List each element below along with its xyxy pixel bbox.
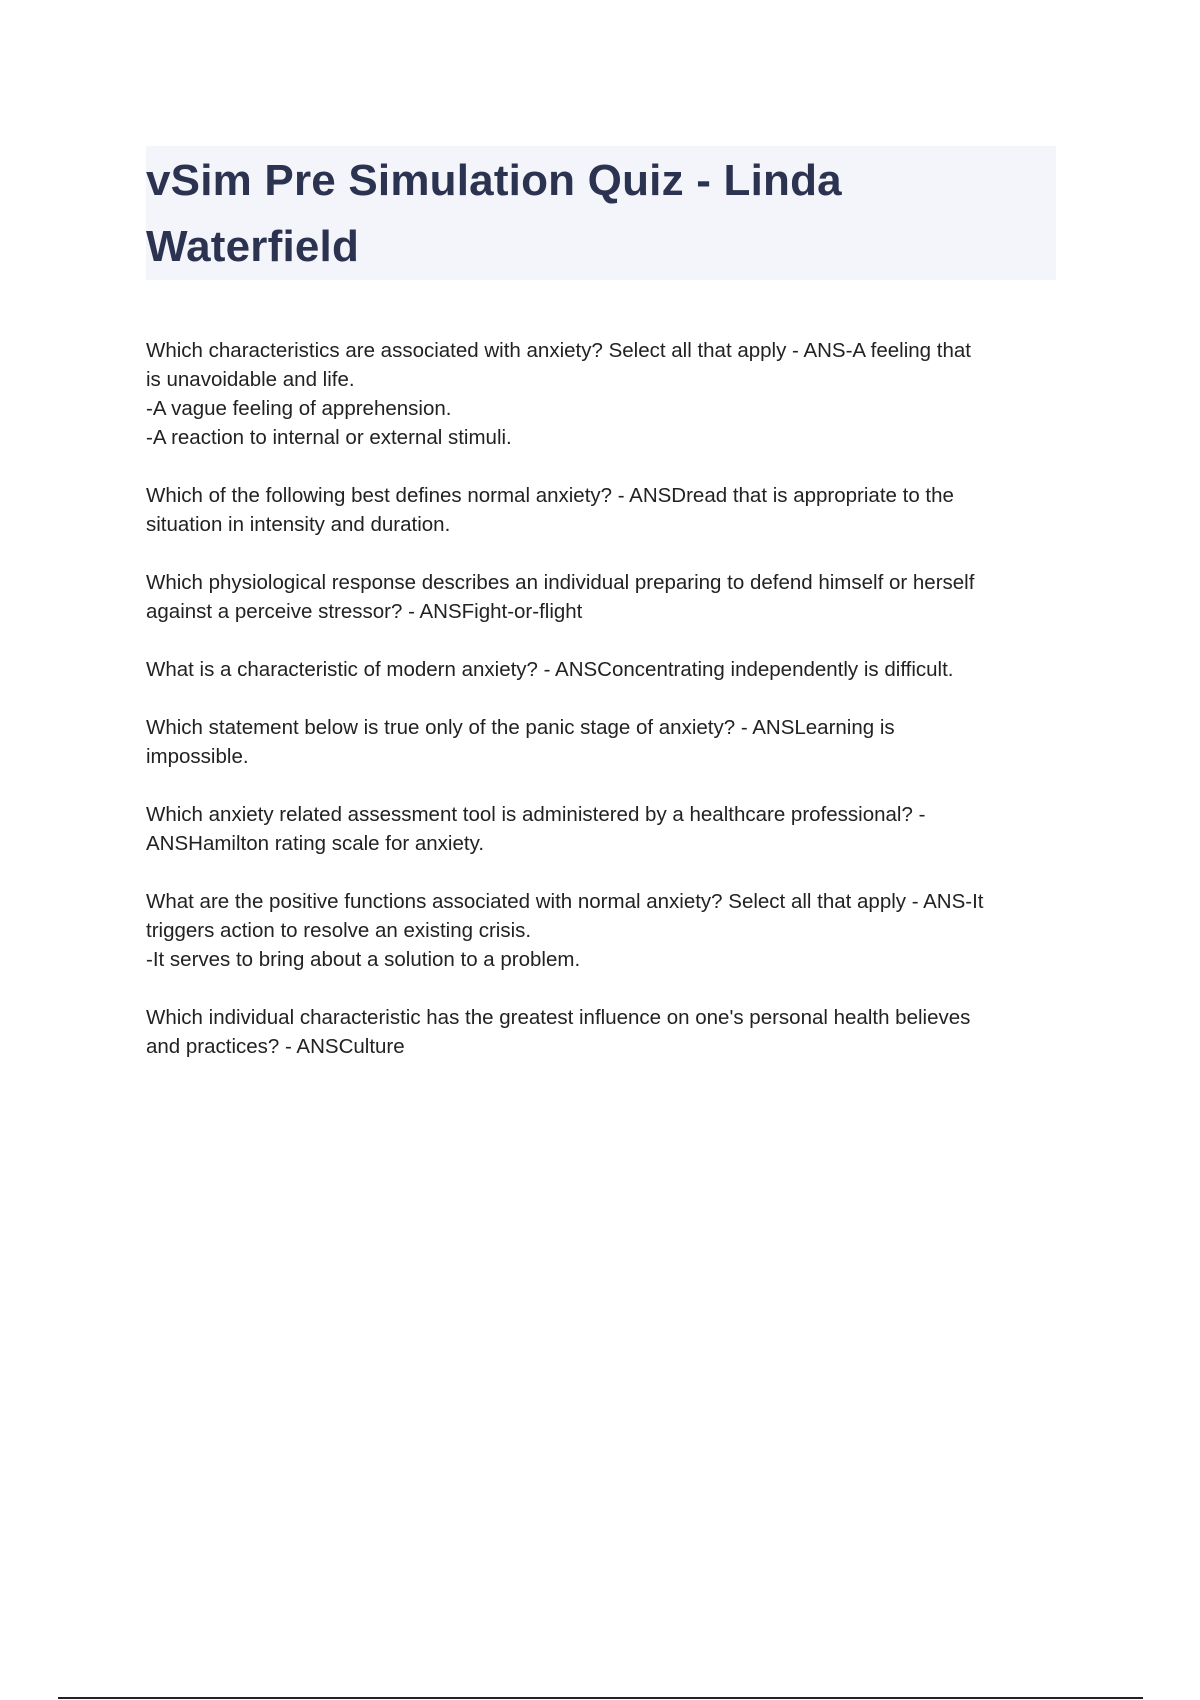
qa-line: situation in intensity and duration. xyxy=(146,513,451,536)
title-line: Waterfield xyxy=(146,222,360,271)
qa-item xyxy=(146,568,1066,626)
qa-line: -It serves to bring about a solution to a problem. xyxy=(146,948,581,971)
qa-item xyxy=(146,336,1066,452)
title-line: vSim Pre Simulation Quiz - Linda xyxy=(146,156,842,205)
qa-line: Which characteristics are associated with anxiety? Select all that apply - ANS-A feeling that xyxy=(146,339,971,362)
qa-line: Which statement below is true only of the panic stage of anxiety? - ANSLearning is xyxy=(146,716,895,739)
qa-line: against a perceive stressor? - ANSFight-or-flight xyxy=(146,600,583,623)
qa-line: is unavoidable and life. xyxy=(146,368,355,391)
qa-line: Which anxiety related assessment tool is administered by a healthcare professional? - xyxy=(146,803,926,826)
page-title xyxy=(146,148,906,280)
qa-item xyxy=(146,713,1066,771)
qa-line: Which of the following best defines normal anxiety? - ANSDread that is appropriate to the xyxy=(146,484,954,507)
quiz-content xyxy=(146,336,1066,1090)
qa-line: Which individual characteristic has the greatest influence on one's personal health believes xyxy=(146,1006,971,1029)
qa-line: Which physiological response describes an individual preparing to defend himself or herself xyxy=(146,571,975,594)
qa-item xyxy=(146,655,1066,684)
qa-item xyxy=(146,1003,1066,1061)
qa-line: What are the positive functions associated with normal anxiety? Select all that apply - ANS-It xyxy=(146,890,984,913)
footer-divider xyxy=(58,1697,1143,1699)
qa-line: What is a characteristic of modern anxiety? - ANSConcentrating independently is difficult. xyxy=(146,658,954,681)
qa-item xyxy=(146,800,1066,858)
qa-line: ANSHamilton rating scale for anxiety. xyxy=(146,832,485,855)
qa-line: -A reaction to internal or external stimuli. xyxy=(146,426,512,449)
qa-line: triggers action to resolve an existing crisis. xyxy=(146,919,532,942)
qa-line: -A vague feeling of apprehension. xyxy=(146,397,452,420)
qa-line: and practices? - ANSCulture xyxy=(146,1035,405,1058)
qa-line: impossible. xyxy=(146,745,249,768)
qa-item xyxy=(146,481,1066,539)
qa-item xyxy=(146,887,1066,974)
title-banner xyxy=(146,146,1056,280)
